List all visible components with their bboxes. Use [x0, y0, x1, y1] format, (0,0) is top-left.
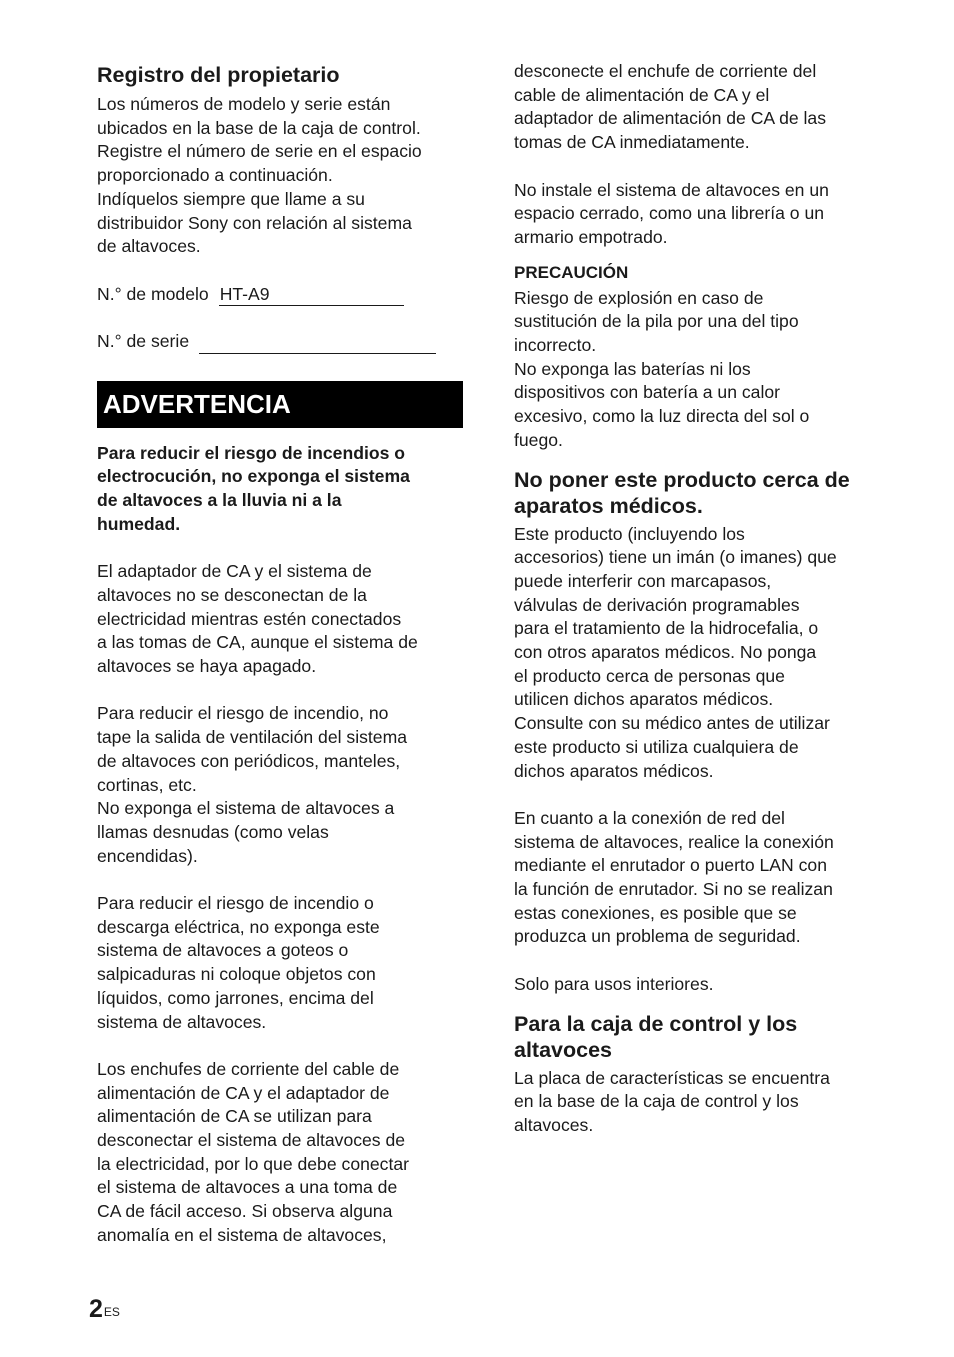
text-line: humedad. [97, 513, 181, 534]
text-line: sistema de altavoces, realice la conexión [514, 831, 834, 852]
text-line: En cuanto a la conexión de red del [514, 807, 785, 828]
text-line: de altavoces. [97, 236, 201, 257]
model-number-label: N.° de modelo [97, 283, 209, 304]
text-line: tomas de CA inmediatamente. [514, 132, 750, 153]
text-line: La placa de características se encuentra [514, 1067, 830, 1088]
text-line: Registre el número de serie en el espacio [97, 141, 422, 162]
text-line: Consulte con su médico antes de utilizar [514, 713, 830, 734]
text-line: Para reducir el riesgo de incendio o [97, 893, 374, 914]
text-line: utilicen dichos aparatos médicos. [514, 689, 774, 710]
text-line: distribuidor Sony con relación al sistema [97, 212, 412, 233]
text-line: dichos aparatos médicos. [514, 760, 714, 781]
rating-plate-paragraph [514, 1067, 882, 1138]
text-line: alimentación de CA se utilizan para [97, 1106, 372, 1127]
text-line: alimentación de CA y el adaptador de [97, 1082, 390, 1103]
text-line: excesivo, como la luz directa del sol o [514, 406, 810, 427]
text-line: armario empotrado. [514, 226, 668, 247]
text-line: Para reducir el riesgo de incendio, no [97, 703, 389, 724]
text-line: anomalía en el sistema de altavoces, [97, 1224, 387, 1245]
text-line: puede interferir con marcapasos, [514, 570, 772, 591]
text-line: sistema de altavoces a goteos o [97, 940, 349, 961]
text-line: electrocución, no exponga el sistema [97, 466, 410, 487]
text-line: El adaptador de CA y el sistema de [97, 561, 372, 582]
ac-adapter-paragraph [97, 560, 463, 679]
language-code: ES [103, 1305, 120, 1319]
text-line: altavoces. [514, 1114, 594, 1135]
text-line: cortinas, etc. [97, 774, 197, 795]
text-line: altavoces [514, 1037, 613, 1062]
text-line: tape la salida de ventilación del sistema [97, 727, 408, 748]
text-line: fuego. [514, 429, 563, 450]
text-line: llamas desnudas (como velas [97, 821, 329, 842]
text-line: Los números de modelo y serie están [97, 94, 391, 114]
text-line: No exponga las baterías ni los [514, 358, 751, 379]
battery-paragraph [514, 287, 882, 453]
text-line: en la base de la caja de control y los [514, 1091, 799, 1112]
page-number-value: 2 [89, 1295, 103, 1323]
text-line: No instale el sistema de altavoces en un [514, 179, 829, 200]
text-line: este producto si utiliza cualquiera de [514, 736, 799, 757]
model-number-row [97, 283, 463, 307]
medical-paragraph [514, 523, 882, 784]
text-line: el producto cerca de personas que [514, 665, 785, 686]
precaucion-heading: PRECAUCIÓN [514, 262, 629, 282]
text-line: el sistema de altavoces a una toma de [97, 1177, 398, 1198]
water-paragraph [97, 892, 463, 1034]
text-line: altavoces se haya apagado. [97, 656, 317, 677]
text-line: proporcionado a continuación. [97, 165, 333, 186]
text-line: cable de alimentación de CA y el [514, 84, 770, 105]
advertencia-banner: ADVERTENCIA [97, 381, 463, 428]
page-number [89, 1295, 120, 1323]
text-line: desconecte el enchufe de corriente del [514, 61, 817, 81]
text-line: electricidad mientras estén conectados [97, 608, 402, 629]
text-line: de altavoces con periódicos, manteles, [97, 750, 401, 771]
text-line: la función de enrutador. Si no se realizan [514, 879, 833, 900]
text-line: Riesgo de explosión en caso de [514, 287, 764, 308]
left-column [97, 60, 463, 1248]
text-line: la electricidad, por lo que debe conectar [97, 1153, 409, 1174]
medical-heading [514, 467, 882, 519]
text-line: desconectar el sistema de altavoces de [97, 1130, 406, 1151]
text-line: incorrecto. [514, 335, 597, 356]
registro-heading: Registro del propietario [97, 63, 340, 87]
text-line: Solo para usos interiores. [514, 973, 714, 994]
text-line: de altavoces a la lluvia ni a la [97, 490, 342, 511]
text-line: a las tomas de CA, aunque el sistema de [97, 632, 418, 653]
text-line: estas conexiones, es posible que se [514, 902, 797, 923]
serial-number-label: N.° de serie [97, 331, 190, 351]
text-line: accesorios) tiene un imán (o imanes) que [514, 547, 837, 568]
text-line: No exponga el sistema de altavoces a [97, 798, 395, 819]
text-line: Para reducir el riesgo de incendios o [97, 442, 405, 463]
ventilation-paragraph [97, 702, 463, 868]
text-line: produzca un problema de seguridad. [514, 926, 801, 947]
serial-number-row [97, 330, 463, 354]
text-line: con otros aparatos médicos. No ponga [514, 642, 817, 663]
right-column [514, 60, 882, 1138]
text-line: líquidos, como jarrones, encima del [97, 987, 374, 1008]
text-line: mediante el enrutador o puerto LAN con [514, 855, 827, 876]
text-line: altavoces no se desconectan de la [97, 584, 367, 605]
text-line: encendidas). [97, 845, 198, 866]
text-line: CA de fácil acceso. Si observa alguna [97, 1201, 393, 1222]
model-number-field: HT-A9 [219, 283, 404, 306]
text-line: descarga eléctrica, no exponga este [97, 916, 380, 937]
text-line: Este producto (incluyendo los [514, 523, 745, 544]
indoor-paragraph [514, 973, 882, 997]
warning-bold-paragraph [97, 442, 463, 537]
text-line: salpicaduras ni coloque objetos con [97, 964, 376, 985]
registro-paragraph [97, 93, 463, 259]
text-line: ubicados en la base de la caja de control. [97, 117, 421, 138]
install-paragraph [514, 179, 882, 250]
text-line: sustitución de la pila por una del tipo [514, 311, 799, 332]
network-paragraph [514, 807, 882, 949]
text-line: Indíquelos siempre que llame a su [97, 188, 365, 209]
serial-number-field [199, 331, 436, 354]
text-line: Los enchufes de corriente del cable de [97, 1058, 400, 1079]
text-line: dispositivos con batería a un calor [514, 382, 781, 403]
text-line: adaptador de alimentación de CA de las [514, 108, 827, 129]
text-line: Para la caja de control y los [514, 1011, 798, 1036]
plug-continued-paragraph [514, 60, 882, 155]
text-line: sistema de altavoces. [97, 1011, 267, 1032]
text-line: para el tratamiento de la hidrocefalia, o [514, 618, 819, 639]
caja-heading [514, 1011, 882, 1063]
text-line: No poner este producto cerca de [514, 467, 850, 492]
text-line: válvulas de derivación programables [514, 594, 800, 615]
text-line: espacio cerrado, como una librería o un [514, 203, 825, 224]
plug-paragraph [97, 1058, 463, 1248]
text-line: aparatos médicos. [514, 493, 703, 518]
